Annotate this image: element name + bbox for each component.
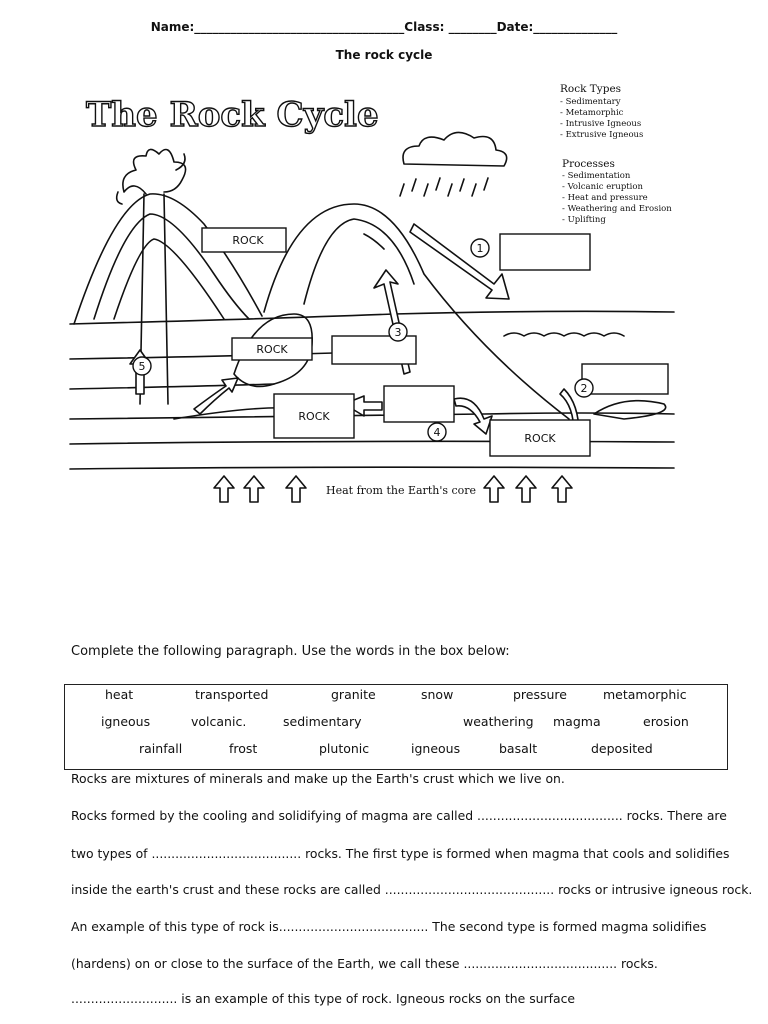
- word-bank-word: pressure: [513, 687, 567, 702]
- paragraph-line: (hardens) on or close to the surface of the Earth, we call these ....................................... rocks.: [71, 956, 658, 971]
- word-bank-word: transported: [195, 687, 269, 702]
- step-number-3: 3: [394, 326, 402, 339]
- word-bank-word: igneous: [411, 741, 461, 756]
- word-bank-word: magma: [553, 714, 601, 729]
- rock-label-bottom-left: ROCK: [298, 410, 330, 423]
- word-bank-word: basalt: [499, 741, 538, 756]
- processes-title: Processes: [562, 158, 615, 170]
- process-item: - Sedimentation: [562, 171, 631, 181]
- rock-label-bottom-right: ROCK: [524, 432, 556, 445]
- process-item: - Heat and pressure: [562, 193, 648, 203]
- word-bank-word: frost: [229, 741, 258, 756]
- paragraph-line: Rocks are mixtures of minerals and make up the Earth's crust which we live on.: [71, 771, 565, 786]
- step-number-2: 2: [580, 382, 588, 395]
- word-bank-box: [64, 684, 728, 770]
- process-item: - Uplifting: [562, 215, 606, 225]
- word-bank-word: igneous: [101, 714, 151, 729]
- step-number-1: 1: [476, 242, 484, 255]
- word-bank-word: granite: [331, 687, 376, 702]
- paragraph-line: inside the earth's crust and these rocks are called ........................................... rocks or intrusive igneous rock.: [71, 882, 753, 897]
- rock-cycle-diagram: [64, 74, 684, 514]
- process-item: - Weathering and Erosion: [562, 204, 672, 214]
- word-bank-word: plutonic: [319, 741, 370, 756]
- rock-label-volcano: ROCK: [232, 234, 264, 247]
- word-bank-word: snow: [421, 687, 454, 702]
- step-number-5: 5: [138, 360, 146, 373]
- rock-type-item: - Extrusive Igneous: [560, 130, 644, 140]
- word-bank-word: sedimentary: [283, 714, 362, 729]
- word-bank-word: volcanic.: [191, 714, 247, 729]
- diagram-logo: The Rock Cycle: [86, 95, 379, 135]
- step-number-4: 4: [433, 426, 441, 439]
- paragraph-line: two types of ...................................... rocks. The first type is formed when magma that cools and solidifies: [71, 846, 730, 861]
- rock-type-item: - Sedimentary: [560, 97, 621, 107]
- word-bank-word: erosion: [643, 714, 689, 729]
- student-info-line: Name:___________________________________Class: ________Date:______________: [150, 20, 618, 34]
- process-item: - Volcanic eruption: [562, 182, 643, 192]
- rock-types-title: Rock Types: [560, 83, 622, 95]
- word-bank-word: deposited: [591, 741, 653, 756]
- word-bank-word: weathering: [463, 714, 534, 729]
- instructions-text: Complete the following paragraph. Use the words in the box below:: [71, 644, 510, 659]
- paragraph-line: ........................... is an example of this type of rock. Igneous rocks on the surface: [71, 991, 576, 1006]
- rock-type-item: - Intrusive Igneous: [560, 119, 642, 129]
- word-bank-word: heat: [105, 687, 134, 702]
- rock-label-chamber: ROCK: [256, 343, 288, 356]
- word-bank-word: rainfall: [139, 741, 183, 756]
- paragraph-line: An example of this type of rock is...................................... The second type is formed magma solidifies: [71, 919, 707, 934]
- worksheet-title: The rock cycle: [335, 48, 433, 62]
- rock-type-item: - Metamorphic: [560, 108, 624, 118]
- word-bank-word: metamorphic: [603, 687, 687, 702]
- paragraph-line: Rocks formed by the cooling and solidifying of magma are called ..................................... rocks. There are: [71, 808, 727, 823]
- heat-caption: Heat from the Earth's core: [326, 484, 477, 497]
